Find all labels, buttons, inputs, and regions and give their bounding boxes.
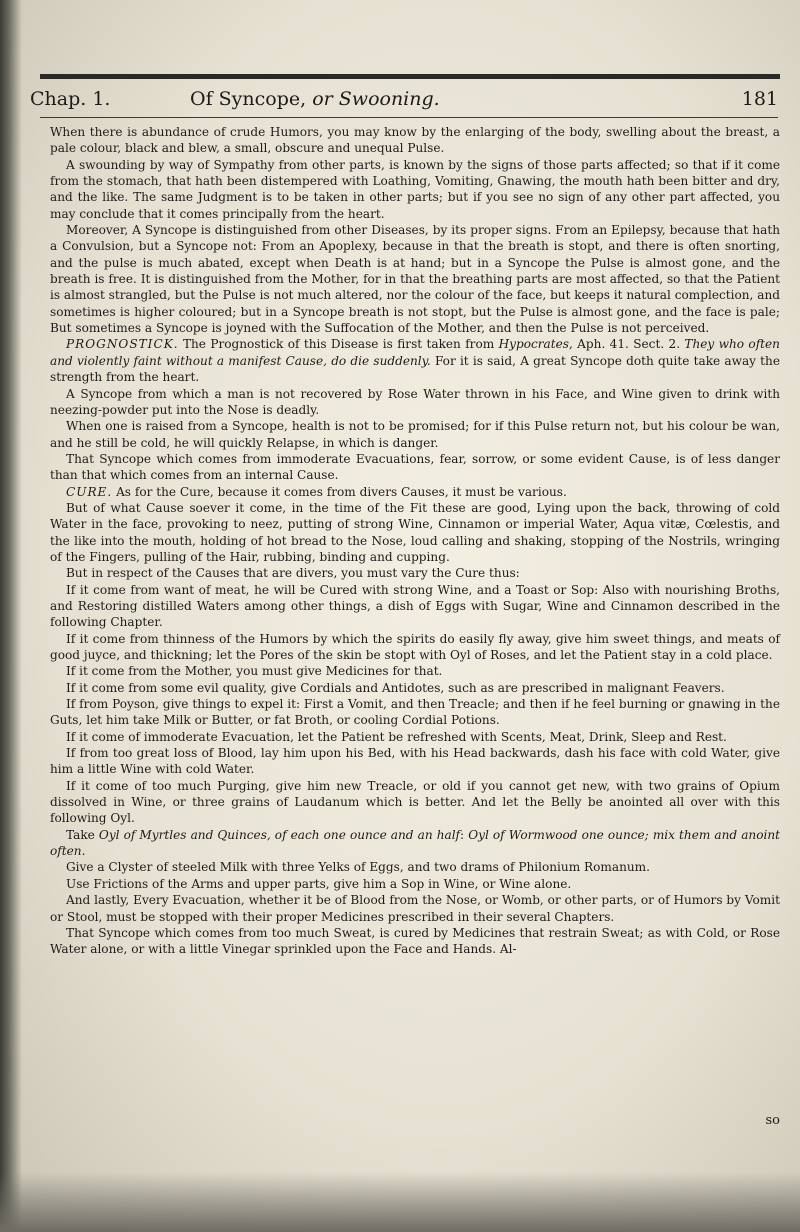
paragraph [50,336,780,385]
text-run: , Aph. 41. Sect. 2. [568,337,685,352]
paragraph [50,565,780,581]
paragraph [50,500,780,565]
paragraph [50,827,780,860]
text-run: But in respect of the Causes that are divers, you must vary the Cure thus: [66,566,520,581]
title-or: or [312,88,333,110]
chapter-label: Chap. 1. [30,88,111,110]
paragraph [50,157,780,222]
text-run: Use Frictions of the Arms and upper parts, give him a Sop in Wine, or Wine alone. [66,876,572,891]
paragraph [50,484,780,500]
paragraph [50,222,780,336]
text-run: A swounding by way of Sympathy from other parts, is known by the signs of those parts affected; so that if it come from the stomach, that hath been distempered with Loathing, Vomiting, Gnawing, the mouth hath been bitter and dry, and the like. The same Judgment is to be taken in other parts; but if you see no sign of any other part affected, you may conclude that it comes principally from the heart. [50,157,780,221]
paragraph [50,631,780,664]
text-run: : [460,827,469,842]
running-title [190,88,440,110]
paragraph [50,582,780,631]
paragraph [50,859,780,875]
text-run: But of what Cause soever it come, in the time of the Fit these are good, Lying upon the back, throwing of cold Water in the face, provoking to neez, putting of strong Wine, Cinnamon or imperial Water, Aqua vitæ, Cœlestis, and the like into the mouth, holding of hot bread to the Nose, loud calling and shaking, stopping of the Nostrils, wringing of the Fingers, pulling of the Hair, rubbing, binding and cupping. [50,500,780,564]
running-header [30,88,778,118]
paragraph [50,876,780,892]
page-number: 181 [741,88,778,110]
paragraph [50,892,780,925]
text-run: For it is said, A great Syncope doth quite take away the strength from the heart. [50,353,780,385]
paragraph [50,663,780,679]
text-run: Moreover, A Syncope is distinguished from other Diseases, by its proper signs. From an Epilepsy, because that hath a Convulsion, but a Syncope not: From an Apoplexy, because in that the breath is stopt, and there is often snorting, and the pulse is much abated, except when Death is at hand; but in a Syncope the Pulse is almost gone, and the breath is free. It is distinguished from the Mother, for in that the breathing parts are most affected, so that the Patient is almost strangled, but the Pulse is not much altered, nor the colour of the face, but keeps it natural complection, and sometimes is higher coloured; but in a Syncope breath is not stopt, but the Pulse is almost gone, and the face is pale; But sometimes a Syncope is joyned with the Suffocation of the Mother, and then the Pulse is not perceived. [50,223,780,336]
paragraph [50,680,780,696]
text-run: Oyl of Myrtles and Quinces, of each one ounce and an half [98,827,461,842]
paragraph [50,386,780,419]
paragraph [50,925,780,958]
text-run: Give a Clyster of steeled Milk with three Yelks of Eggs, and two drams of Philonium Romanum. [66,860,650,875]
text-run: When there is abundance of crude Humors, you may know by the enlarging of the body, swelling about the breast, a pale colour, black and blew, a small, obscure and unequal Pulse. [50,125,780,156]
paragraph [50,745,780,778]
text-run: As for the Cure, because it comes from divers Causes, it must be various. [112,484,567,499]
text-run: That Syncope which comes from immoderate Evacuations, fear, sorrow, or some evident Cause, is of less danger than that which comes from an internal Cause. [50,451,780,483]
paragraph [50,778,780,827]
paragraph [50,418,780,451]
text-run: A Syncope from which a man is not recovered by Rose Water thrown in his Face, and Wine given to drink with neezing-powder put into the Nose is deadly. [50,386,780,417]
text-run: PROGNOSTICK. [66,337,179,352]
paragraph [50,696,780,729]
text-run: If it come from thinness of the Humors by which the spirits do easily fly away, give him sweet things, and meats of good juyce, and thickning; let the Pores of the skin be stopt with Oyl of Roses, and let the Patient stay in a cold place. [50,631,780,662]
text-run: When one is raised from a Syncope, health is not to be promised; for if this Pulse return not, but his colour be wan, and he still be cold, he will quickly Relapse, in which is danger. [50,419,780,450]
title-alt: Swooning. [332,88,440,110]
page-edge-shadow [0,1172,800,1232]
text-run: They who often and violently faint without a manifest Cause, do die suddenly. [50,337,780,368]
binding-shadow [0,0,22,1232]
text-run: CURE. [66,484,113,499]
catchword: so [765,1113,780,1128]
text-run: If it come from the Mother, you must give Medicines for that. [66,664,443,679]
text-run: That Syncope which comes from too much Sweat, is cured by Medicines that restrain Sweat; as with Cold, or Rose Water alone, or with a little Vinegar sprinkled upon the Face and Hands. Al- [50,925,780,957]
body-text [50,124,780,958]
text-run: If it come from want of meat, he will be Cured with strong Wine, and a Toast or Sop: Also with nourishing Broths, and Restoring distilled Waters among other things, a dish of Eggs with Sugar, Wine and Cinnamon described in the following Chapter. [50,582,780,630]
text-run: Hypocrates [498,337,569,352]
paragraph [50,451,780,484]
text-run: If it come of too much Purging, give him new Treacle, or old if you cannot get new, with two grains of Opium dissolved in Wine, or three grains of Laudanum which is better. And let the Belly be anointed all over with this following Oyl. [50,778,780,826]
header-rule [40,117,778,118]
text-run: Oyl of Wormwood one ounce; mix them and anoint often. [50,827,781,859]
top-rule [40,74,780,79]
text-run: If from too great loss of Blood, lay him upon his Bed, with his Head backwards, dash his face with cold Water, give him a little Wine with cold Water. [50,746,780,777]
text-run: If it come of immoderate Evacuation, let the Patient be refreshed with Scents, Meat, Drink, Sleep and Rest. [66,729,727,744]
text-run: If it come from some evil quality, give Cordials and Antidotes, such as are prescribed in malignant Feavers. [66,680,725,695]
paragraph [50,729,780,745]
paragraph [50,124,780,157]
title-prefix: Of [190,88,219,110]
text-run: The Prognostick of this Disease is first taken from [178,337,499,352]
text-run: And lastly, Every Evacuation, whether it be of Blood from the Nose, or Womb, or other parts, or of Humors by Vomit or Stool, must be stopped with their proper Medicines prescribed in their several Chapters. [50,893,780,924]
title-main: Syncope, [218,88,313,110]
text-run: Take [66,827,99,842]
text-run: If from Poyson, give things to expel it: First a Vomit, and then Treacle; and then if he feel burning or gnawing in the Guts, let him take Milk or Butter, or fat Broth, or cooling Cordial Potions. [50,697,780,728]
